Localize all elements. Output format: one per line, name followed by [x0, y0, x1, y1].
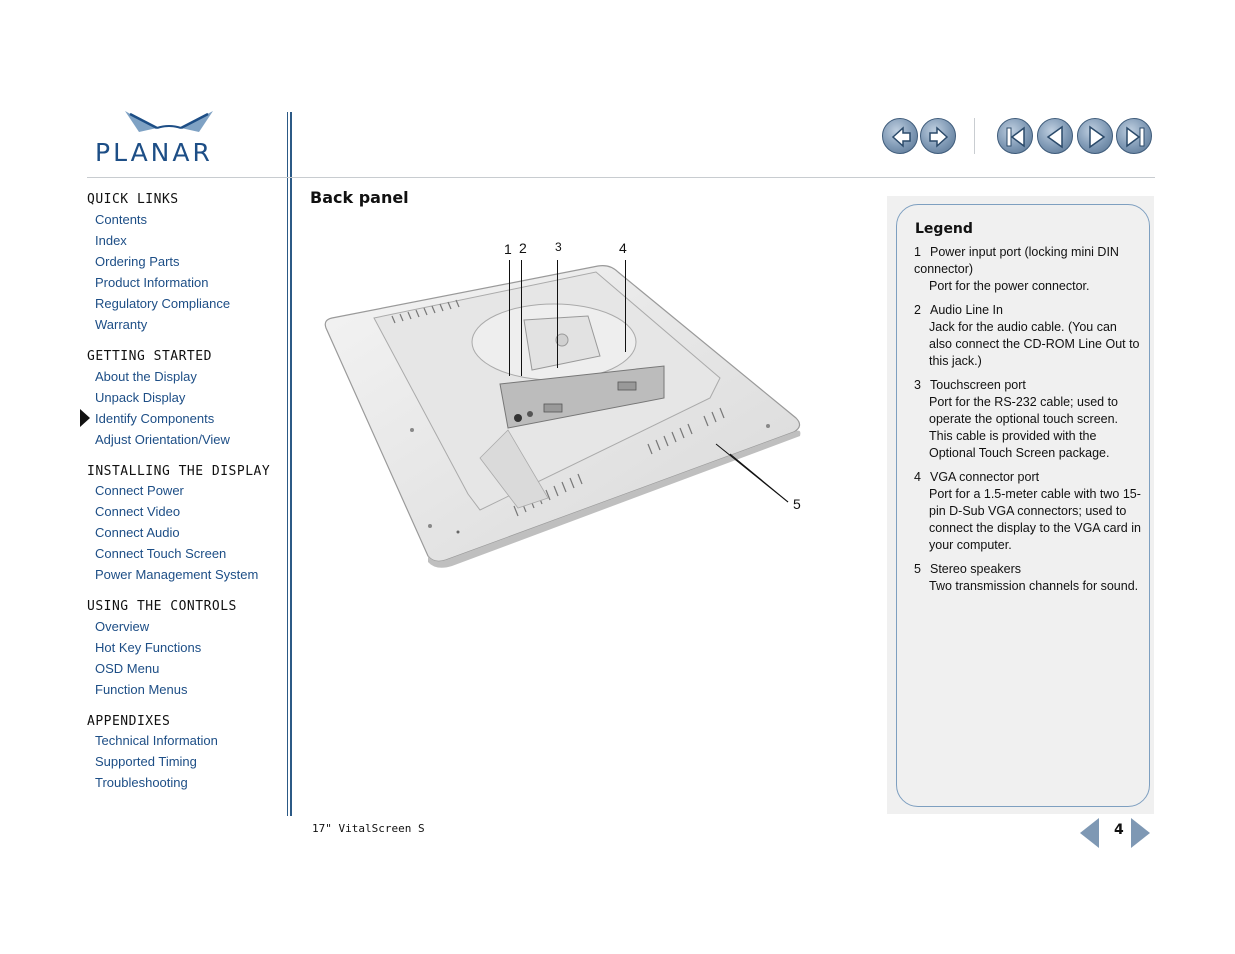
section-title-using-controls: USING THE CONTROLS — [87, 599, 237, 614]
sidebar-item-about-the-display[interactable]: About the Display — [95, 369, 197, 384]
legend-item-name: Audio Line In — [930, 303, 1003, 317]
legend-item-number: 5 — [914, 562, 921, 576]
callout-2-line — [521, 260, 522, 376]
sidebar-item-regulatory-compliance[interactable]: Regulatory Compliance — [95, 296, 231, 311]
callout-4: 4 — [619, 240, 627, 256]
callout-5: 5 — [793, 496, 801, 512]
callout-5-lines — [710, 440, 790, 510]
sidebar-item-index[interactable]: Index — [95, 233, 127, 248]
page-number: 4 — [1114, 822, 1124, 838]
sidebar-item-warranty[interactable]: Warranty — [95, 317, 148, 332]
sidebar-item-connect-power[interactable]: Connect Power — [95, 483, 184, 498]
previous-page-icon — [1038, 119, 1074, 155]
callout-2: 2 — [519, 240, 527, 256]
footer-next-page-icon[interactable] — [1131, 818, 1150, 848]
legend-item-5 — [914, 561, 1142, 595]
legend-item-desc: Port for a 1.5-meter cable with two 15-pin D-Sub VGA connectors; used to connect the display to the VGA card in your computer. — [929, 487, 1141, 552]
planar-logo — [95, 108, 255, 168]
toolbar-separator — [974, 118, 975, 154]
sidebar-item-technical-information[interactable]: Technical Information — [95, 733, 218, 748]
sidebar-item-identify-components[interactable]: Identify Components — [95, 411, 215, 426]
sidebar-item-unpack-display[interactable]: Unpack Display — [95, 390, 186, 405]
forward-icon — [921, 119, 957, 155]
current-page-marker-icon — [80, 409, 90, 427]
legend-item-number: 1 — [914, 245, 921, 259]
legend-item-number: 4 — [914, 470, 921, 484]
legend-item-name: Touchscreen port — [930, 378, 1026, 392]
legend-item-number: 2 — [914, 303, 921, 317]
legend-item-name: VGA connector port — [930, 470, 1040, 484]
sidebar-item-connect-touch-screen[interactable]: Connect Touch Screen — [95, 546, 227, 561]
back-button[interactable] — [882, 118, 918, 154]
footer-previous-page-icon[interactable] — [1080, 818, 1099, 848]
footer-product-name: 17" VitalScreen S — [312, 822, 425, 835]
sidebar-item-ordering-parts[interactable]: Ordering Parts — [95, 254, 180, 269]
sidebar-item-hot-key-functions[interactable]: Hot Key Functions — [95, 640, 202, 655]
sidebar-item-power-management[interactable]: Power Management System — [95, 567, 259, 582]
callout-3-line — [557, 260, 558, 368]
sidebar-item-supported-timing[interactable]: Supported Timing — [95, 754, 197, 769]
next-page-icon — [1078, 119, 1114, 155]
forward-button[interactable] — [920, 118, 956, 154]
legend-item-name: Power input port (locking mini DIN connector) — [914, 245, 1119, 276]
sidebar-item-troubleshooting[interactable]: Troubleshooting — [95, 775, 188, 790]
sidebar-divider-thick — [290, 112, 292, 816]
section-title-getting-started: GETTING STARTED — [87, 349, 212, 364]
section-title-quick-links: QUICK LINKS — [87, 192, 179, 207]
sidebar-item-adjust-orientation[interactable]: Adjust Orientation/View — [95, 432, 230, 447]
callout-1: 1 — [504, 241, 512, 257]
sidebar-item-contents[interactable]: Contents — [95, 212, 148, 227]
last-page-button[interactable] — [1116, 118, 1152, 154]
legend-item-1 — [914, 244, 1142, 295]
legend-item-desc: Jack for the audio cable. (You can also connect the CD-ROM Line Out to this jack.) — [929, 320, 1140, 368]
legend-item-desc: Port for the RS-232 cable; used to operate the optional touch screen. This cable is provided with the Optional Touch Screen package. — [929, 395, 1119, 460]
section-title-appendixes: APPENDIXES — [87, 714, 171, 729]
sidebar-item-osd-menu[interactable]: OSD Menu — [95, 661, 160, 676]
next-page-button[interactable] — [1077, 118, 1113, 154]
logo-mark-icon — [95, 108, 255, 140]
legend-item-desc: Port for the power connector. — [929, 279, 1090, 293]
back-icon — [883, 119, 919, 155]
previous-page-button[interactable] — [1037, 118, 1073, 154]
callout-4-line — [625, 260, 626, 352]
sidebar-item-function-menus[interactable]: Function Menus — [95, 682, 188, 697]
first-page-icon — [998, 119, 1034, 155]
monitor-back-panel-image — [318, 258, 808, 578]
legend-item-desc: Two transmission channels for sound. — [929, 579, 1139, 593]
callout-1-line — [509, 260, 510, 376]
legend-item-name: Stereo speakers — [930, 562, 1022, 576]
logo-text: PLANAR — [95, 138, 213, 167]
first-page-button[interactable] — [997, 118, 1033, 154]
sidebar-item-product-information[interactable]: Product Information — [95, 275, 209, 290]
legend-item-2 — [914, 302, 1142, 370]
section-title-installing: INSTALLING THE DISPLAY — [87, 464, 271, 479]
last-page-icon — [1117, 119, 1153, 155]
callout-3: 3 — [555, 240, 562, 254]
sidebar-item-connect-audio[interactable]: Connect Audio — [95, 525, 180, 540]
legend-title: Legend — [915, 221, 973, 237]
sidebar-divider — [287, 112, 288, 816]
legend-item-3 — [914, 377, 1142, 462]
sidebar-item-connect-video[interactable]: Connect Video — [95, 504, 181, 519]
page-heading: Back panel — [310, 188, 409, 207]
legend-item-number: 3 — [914, 378, 921, 392]
header-rule — [87, 177, 1155, 178]
legend-item-4 — [914, 469, 1142, 554]
sidebar-item-overview[interactable]: Overview — [95, 619, 150, 634]
